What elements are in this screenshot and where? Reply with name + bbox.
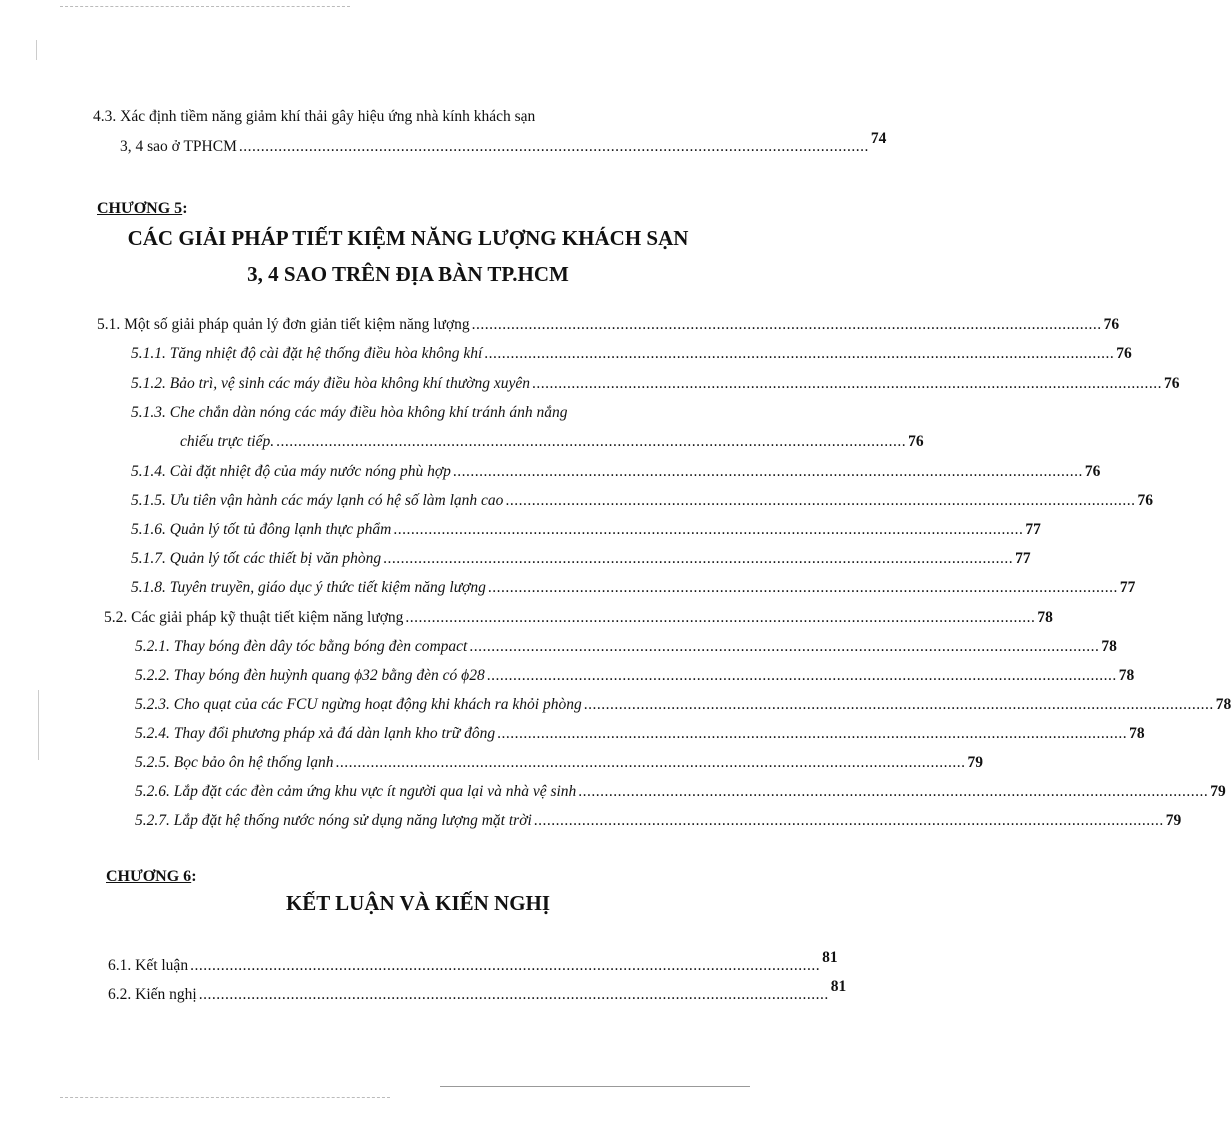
dot-leader: ................................................................................................................................................ xyxy=(276,433,907,450)
page-number: 77 xyxy=(1119,579,1136,596)
toc-entry-text: 5.2.3. Cho quạt của các FCU ngừng hoạt động khi khách ra khỏi phòng xyxy=(135,696,582,713)
scan-edge-bottom-left xyxy=(60,1097,390,1098)
toc-entry-4-3[interactable] xyxy=(120,130,887,156)
toc-entry-5-1-5[interactable] xyxy=(131,492,1153,510)
page-number: 77 xyxy=(1015,550,1031,567)
page-number: 78 xyxy=(1215,696,1231,713)
dot-leader: ................................................................................................................................................ xyxy=(505,492,1136,509)
dot-leader: ................................................................................................................................................ xyxy=(452,463,1083,480)
dot-leader: ................................................................................................................................................ xyxy=(531,375,1162,392)
page-number: 81 xyxy=(830,978,847,995)
toc-entry-text: 5.2.6. Lắp đặt các đèn cảm ứng khu vực ít người qua lại và nhà vệ sinh xyxy=(135,783,577,800)
page-number: 78 xyxy=(1037,609,1053,626)
chapter-5-label xyxy=(97,200,188,218)
scan-edge-bottom-right xyxy=(440,1086,750,1087)
chapter-6-label-text: CHƯƠNG 6 xyxy=(106,868,192,885)
toc-entry-text: 5.1.1. Tăng nhiệt độ cài đặt hệ thống điều hòa không khí xyxy=(131,345,483,362)
page-number: 79 xyxy=(1165,812,1182,829)
toc-entry-text: 5.1.6. Quản lý tốt tủ đông lạnh thực phẩm xyxy=(131,521,392,538)
dot-leader: ................................................................................................................................................ xyxy=(190,957,821,974)
toc-entry-5-1-7[interactable] xyxy=(131,550,1031,568)
toc-entry-text: 5.2.4. Thay đổi phương pháp xả đá dàn lạnh kho trữ đông xyxy=(135,725,496,742)
toc-entry-text: 6.1. Kết luận xyxy=(108,957,189,974)
toc-entry-5-1-3[interactable] xyxy=(180,433,924,451)
toc-entry-text: 5.1.7. Quản lý tốt các thiết bị văn phòng xyxy=(131,550,382,567)
dot-leader: ................................................................................................................................................ xyxy=(198,986,829,1003)
dot-leader: ................................................................................................................................................ xyxy=(583,696,1214,713)
toc-entry-6-1[interactable] xyxy=(108,949,838,975)
dot-leader: ................................................................................................................................................ xyxy=(533,812,1164,829)
dot-leader: ................................................................................................................................................ xyxy=(383,550,1014,567)
scan-edge-left-2 xyxy=(38,690,39,760)
dot-leader: ................................................................................................................................................ xyxy=(578,783,1209,800)
page-number: 76 xyxy=(1116,345,1132,362)
toc-entry-5-2-2[interactable] xyxy=(135,667,1135,685)
toc-entry-5-2-7[interactable] xyxy=(135,812,1182,830)
page-number: 76 xyxy=(1084,463,1101,480)
dot-leader: ................................................................................................................................................ xyxy=(497,725,1128,742)
toc-entry-5-2-1[interactable] xyxy=(135,638,1117,656)
scan-edge-left xyxy=(36,40,37,60)
toc-entry-text: 5.1.4. Cài đặt nhiệt độ của máy nước nóng phù hợp xyxy=(131,463,451,480)
page-number: 76 xyxy=(1137,492,1153,509)
toc-entry-5-2[interactable] xyxy=(104,609,1053,627)
toc-entry-text: chiếu trực tiếp. xyxy=(180,433,275,450)
chapter-6-colon: : xyxy=(191,868,197,885)
scan-edge-top xyxy=(60,6,350,7)
chapter-6-title: KẾT LUẬN VÀ KIẾN NGHỊ xyxy=(285,891,551,915)
page-number: 76 xyxy=(1103,316,1120,333)
page-number: 76 xyxy=(908,433,924,450)
page-number: 76 xyxy=(1163,375,1180,392)
page-number: 74 xyxy=(870,130,887,147)
dot-leader: ................................................................................................................................................ xyxy=(486,667,1117,684)
toc-entry-5-1-4[interactable] xyxy=(131,463,1101,481)
chapter-5-title-line1: CÁC GIẢI PHÁP TIẾT KIỆM NĂNG LƯỢNG KHÁCH SẠN xyxy=(127,226,689,250)
chapter-6-label xyxy=(106,868,197,886)
toc-entry-5-2-3[interactable] xyxy=(135,696,1231,714)
chapter-5-colon: : xyxy=(182,200,188,217)
dot-leader: ................................................................................................................................................ xyxy=(471,316,1102,333)
toc-entry-text: 5.1.8. Tuyên truyền, giáo dục ý thức tiết kiệm năng lượng xyxy=(131,579,486,596)
toc-entry-5-1-6[interactable] xyxy=(131,521,1041,539)
chapter-5-label-text: CHƯƠNG 5 xyxy=(97,200,183,217)
dot-leader: ................................................................................................................................................ xyxy=(487,579,1118,596)
page-number: 78 xyxy=(1129,725,1145,742)
toc-entry-text: 5.2.7. Lắp đặt hệ thống nước nóng sử dụng năng lượng mặt trời xyxy=(135,812,532,829)
toc-entry-text: 5.2.1. Thay bóng đèn dây tóc bằng bóng đèn compact xyxy=(135,638,468,655)
toc-entry-text: 5.1.2. Bảo trì, vệ sinh các máy điều hòa không khí thường xuyên xyxy=(131,375,530,392)
toc-entry-6-2[interactable] xyxy=(108,978,847,1004)
page-number: 79 xyxy=(1210,783,1226,800)
toc-entry-5-2-5[interactable] xyxy=(135,754,983,772)
toc-entry-5-1[interactable] xyxy=(97,316,1120,334)
toc-entry-text: 5.2. Các giải pháp kỹ thuật tiết kiệm năng lượng xyxy=(104,609,404,626)
dot-leader: ................................................................................................................................................ xyxy=(469,638,1100,655)
toc-entry-5-1-2[interactable] xyxy=(131,375,1180,393)
toc-entry-5-2-4[interactable] xyxy=(135,725,1145,743)
toc-4-3-line1: 4.3. Xác định tiềm năng giảm khí thải gây hiệu ứng nhà kính khách sạn xyxy=(93,108,536,125)
dot-leader: ................................................................................................................................................ xyxy=(238,138,869,155)
dot-leader: ................................................................................................................................................ xyxy=(484,345,1115,362)
toc-entry-text: 5.2.5. Bọc bảo ôn hệ thống lạnh xyxy=(135,754,334,771)
toc-entry-text: 6.2. Kiến nghị xyxy=(108,986,197,1003)
toc-entry-text: 5.2.2. Thay bóng đèn huỳnh quang ϕ32 bằng đèn có ϕ28 xyxy=(135,667,485,684)
dot-leader: ................................................................................................................................................ xyxy=(393,521,1024,538)
toc-entry-text: 5.1.5. Ưu tiên vận hành các máy lạnh có hệ số làm lạnh cao xyxy=(131,492,504,509)
toc-entry-5-2-6[interactable] xyxy=(135,783,1226,801)
page-number: 79 xyxy=(967,754,983,771)
page-number: 77 xyxy=(1025,521,1041,538)
toc-4-3-line2: 3, 4 sao ở TPHCM xyxy=(120,138,237,155)
toc-5-1-3-line1: 5.1.3. Che chắn dàn nóng các máy điều hòa không khí tránh ánh nắng xyxy=(131,404,568,421)
dot-leader: ................................................................................................................................................ xyxy=(405,609,1036,626)
page-number: 81 xyxy=(822,949,838,966)
toc-entry-text: 5.1. Một số giải pháp quản lý đơn giản tiết kiệm năng lượng xyxy=(97,316,470,333)
page-number: 78 xyxy=(1118,667,1135,684)
page-number: 78 xyxy=(1101,638,1117,655)
chapter-5-title-line2: 3, 4 SAO TRÊN ĐỊA BÀN TP.HCM xyxy=(247,262,569,286)
dot-leader: ................................................................................................................................................ xyxy=(335,754,966,771)
toc-entry-5-1-8[interactable] xyxy=(131,579,1136,597)
toc-entry-5-1-1[interactable] xyxy=(131,345,1132,363)
